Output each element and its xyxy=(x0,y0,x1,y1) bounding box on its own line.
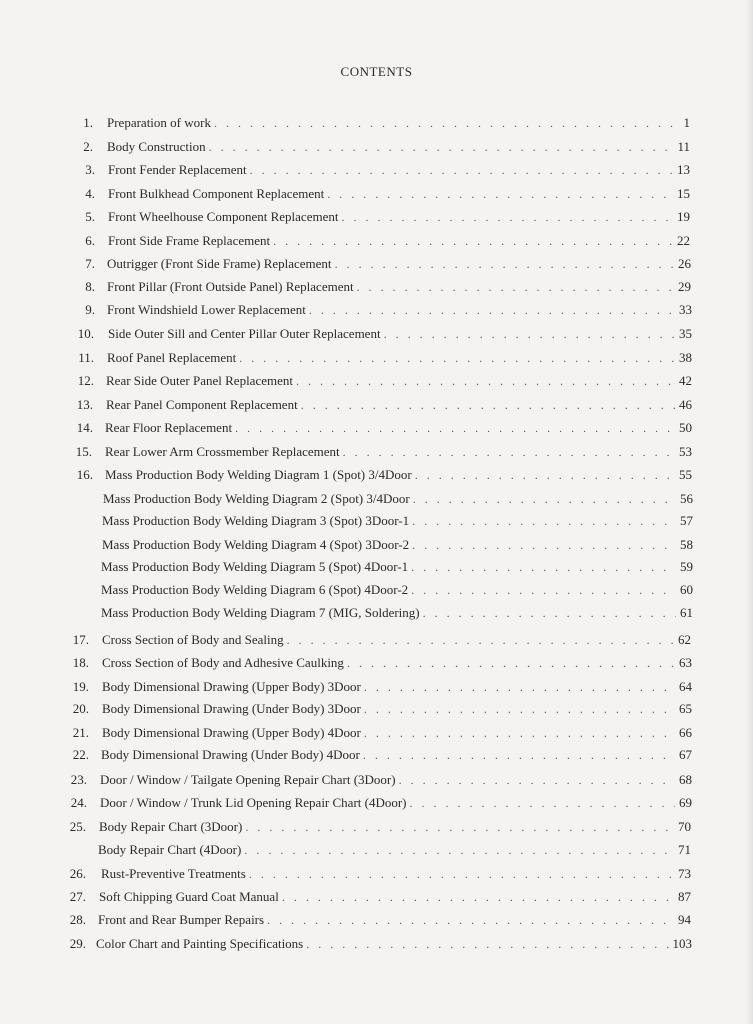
toc-entry xyxy=(0,581,753,599)
dot-leader xyxy=(364,724,675,742)
toc-entry xyxy=(0,185,753,203)
toc-entry-number: 12. xyxy=(77,373,94,388)
toc-entry-title: Mass Production Body Welding Diagram 3 (Spot) 3Door-1 xyxy=(102,513,410,528)
dot-leader xyxy=(364,700,675,718)
toc-entry-page: 65 xyxy=(679,701,692,716)
dot-leader xyxy=(273,232,673,250)
toc-entry-title: Mass Production Body Welding Diagram 6 (Spot) 4Door-2 xyxy=(101,582,409,597)
toc-entry-number: 1. xyxy=(83,115,93,130)
dot-leader xyxy=(399,771,675,789)
dot-leader xyxy=(282,888,674,906)
toc-entry-page: 62 xyxy=(678,632,691,647)
toc-entry xyxy=(0,678,753,696)
toc-entry-page: 64 xyxy=(679,679,692,694)
toc-entry-page: 70 xyxy=(678,819,691,834)
toc-entry-title: Front Wheelhouse Component Replacement xyxy=(108,209,339,224)
toc-entry-page: 46 xyxy=(679,397,692,412)
toc-entry xyxy=(0,911,753,929)
dot-leader xyxy=(235,419,675,437)
toc-entry-title: Soft Chipping Guard Coat Manual xyxy=(99,889,279,904)
toc-entry-page: 22 xyxy=(677,233,690,248)
dot-leader xyxy=(410,794,675,812)
toc-entry-page: 57 xyxy=(680,513,693,528)
toc-entry-page: 35 xyxy=(679,326,692,341)
toc-entry-title: Body Dimensional Drawing (Under Body) 3Door xyxy=(102,701,361,716)
toc-entry xyxy=(0,325,753,343)
toc-entry-title: Roof Panel Replacement xyxy=(107,350,237,365)
toc-entry-title: Front Windshield Lower Replacement xyxy=(107,302,306,317)
toc-entry-title: Rear Floor Replacement xyxy=(105,420,233,435)
toc-entry-page: 50 xyxy=(679,420,692,435)
toc-entry xyxy=(0,396,753,414)
dot-leader xyxy=(411,558,676,576)
toc-entry-title: Front Side Frame Replacement xyxy=(108,233,271,248)
dot-leader xyxy=(244,841,674,859)
toc-entry xyxy=(0,419,753,437)
toc-entry-number: 13. xyxy=(76,397,93,412)
toc-entry-number: 20. xyxy=(72,701,89,716)
toc-entry-number: 25. xyxy=(69,819,86,834)
toc-entry-page: 58 xyxy=(680,537,693,552)
toc-entry xyxy=(0,724,753,742)
toc-entry-number: 29. xyxy=(69,936,86,951)
toc-entry-page: 55 xyxy=(679,467,692,482)
toc-entry-page: 103 xyxy=(672,936,692,951)
dot-leader xyxy=(249,865,674,883)
dot-leader xyxy=(301,396,675,414)
toc-entry-number: 15. xyxy=(75,444,92,459)
toc-entry-number: 5. xyxy=(85,209,95,224)
toc-entry-number: 2. xyxy=(83,139,93,154)
toc-entry xyxy=(0,558,753,576)
toc-entry-number: 23. xyxy=(70,772,87,787)
toc-entry-title: Outrigger (Front Side Frame) Replacement xyxy=(107,256,332,271)
toc-entry-page: 1 xyxy=(683,115,690,130)
dot-leader xyxy=(357,278,674,296)
toc-entry-title: Body Dimensional Drawing (Upper Body) 4Door xyxy=(102,725,361,740)
dot-leader xyxy=(364,678,675,696)
toc-entry xyxy=(0,604,753,622)
toc-entry-page: 67 xyxy=(679,747,692,762)
toc-entry xyxy=(0,138,753,156)
toc-entry xyxy=(0,278,753,296)
toc-entry-number: 8. xyxy=(85,279,95,294)
toc-entry-number: 26. xyxy=(69,866,86,881)
toc-entry-number: 11. xyxy=(78,350,94,365)
toc-entry-title: Body Construction xyxy=(107,139,206,154)
toc-entry xyxy=(0,466,753,484)
toc-entry xyxy=(0,512,753,530)
dot-leader xyxy=(296,372,675,390)
toc-entry-number: 21. xyxy=(72,725,89,740)
toc-entry-page: 69 xyxy=(679,795,692,810)
toc-entry-title: Rear Lower Arm Crossmember Replacement xyxy=(105,444,340,459)
toc-entry-number: 7. xyxy=(85,256,95,271)
toc-entry-title: Mass Production Body Welding Diagram 4 (Spot) 3Door-2 xyxy=(102,537,410,552)
toc-entry xyxy=(0,490,753,508)
toc-entry-page: 26 xyxy=(678,256,691,271)
toc-entry-title: Mass Production Body Welding Diagram 7 (MIG, Soldering) xyxy=(101,605,420,620)
dot-leader xyxy=(327,185,673,203)
dot-leader xyxy=(306,935,669,953)
toc-entry-title: Rust-Preventive Treatments xyxy=(101,866,246,881)
toc-entry-number: 16. xyxy=(76,467,93,482)
toc-entry-number: 22. xyxy=(72,747,89,762)
toc-entry-number: 10. xyxy=(77,326,94,341)
toc-entry-title: Front Fender Replacement xyxy=(108,162,247,177)
toc-entry-page: 60 xyxy=(680,582,693,597)
toc-entry xyxy=(0,746,753,764)
toc-entry-title: Front Bulkhead Component Replacement xyxy=(108,186,325,201)
toc-entry-page: 38 xyxy=(679,350,692,365)
dot-leader xyxy=(343,443,675,461)
toc-entry-page: 59 xyxy=(680,559,693,574)
toc-entry xyxy=(0,935,753,953)
dot-leader xyxy=(411,581,676,599)
toc-entry xyxy=(0,654,753,672)
toc-entry xyxy=(0,114,753,132)
page-title: CONTENTS xyxy=(340,64,413,79)
toc-entry xyxy=(0,301,753,319)
toc-entry-title: Front and Rear Bumper Repairs xyxy=(98,912,265,927)
toc-entry xyxy=(0,443,753,461)
dot-leader xyxy=(347,654,675,672)
toc-entry-page: 73 xyxy=(678,866,691,881)
toc-entry-page: 29 xyxy=(678,279,691,294)
dot-leader xyxy=(412,536,676,554)
toc-entry-page: 11 xyxy=(677,139,690,154)
toc-entry-page: 61 xyxy=(680,605,693,620)
toc-entry-title: Mass Production Body Welding Diagram 1 (Spot) 3/4Door xyxy=(105,467,412,482)
toc-entry-number: 17. xyxy=(72,632,89,647)
dot-leader xyxy=(214,114,673,132)
toc-entry-number: 4. xyxy=(85,186,95,201)
toc-entry-page: 63 xyxy=(679,655,692,670)
toc-entry-page: 33 xyxy=(679,302,692,317)
toc-entry-page: 68 xyxy=(679,772,692,787)
dot-leader xyxy=(335,255,674,273)
toc-entry-title: Mass Production Body Welding Diagram 2 (Spot) 3/4Door xyxy=(103,491,410,506)
toc-entry-number: 14. xyxy=(76,420,93,435)
toc-entry-title: Body Repair Chart (3Door) xyxy=(99,819,243,834)
toc-entry-page: 13 xyxy=(677,162,690,177)
dot-leader xyxy=(363,746,675,764)
toc-entry xyxy=(0,161,753,179)
toc-entry xyxy=(0,700,753,718)
toc-entry xyxy=(0,818,753,836)
dot-leader xyxy=(267,911,674,929)
toc-entry-number: 27. xyxy=(69,889,86,904)
toc-entry xyxy=(0,255,753,273)
toc-entry-number: 3. xyxy=(85,162,95,177)
toc-entry-number: 9. xyxy=(85,302,95,317)
toc-entry-page: 19 xyxy=(677,209,690,224)
toc-entry-page: 66 xyxy=(679,725,692,740)
toc-entry-title: Cross Section of Body and Adhesive Caulking xyxy=(102,655,344,670)
toc-entry-number: 19. xyxy=(72,679,89,694)
toc-entry-number: 24. xyxy=(70,795,87,810)
toc-entry-page: 94 xyxy=(678,912,691,927)
toc-entry xyxy=(0,232,753,250)
toc-entry-page: 42 xyxy=(679,373,692,388)
toc-entry-page: 71 xyxy=(678,842,691,857)
toc-entry-page: 53 xyxy=(679,444,692,459)
toc-entry-title: Cross Section of Body and Sealing xyxy=(102,632,284,647)
toc-entry xyxy=(0,865,753,883)
toc-entry-title: Body Dimensional Drawing (Under Body) 4Door xyxy=(101,747,360,762)
toc-entry-title: Body Repair Chart (4Door) xyxy=(98,842,242,857)
toc-entry-title: Rear Panel Component Replacement xyxy=(106,397,298,412)
dot-leader xyxy=(423,604,676,622)
toc-entry-title: Door / Window / Trunk Lid Opening Repair Chart (4Door) xyxy=(100,795,407,810)
toc-entry-title: Front Pillar (Front Outside Panel) Replacement xyxy=(107,279,354,294)
toc-entry xyxy=(0,536,753,554)
dot-leader xyxy=(309,301,675,319)
toc-entry-page: 15 xyxy=(677,186,690,201)
toc-entry xyxy=(0,349,753,367)
dot-leader xyxy=(250,161,673,179)
dot-leader xyxy=(384,325,675,343)
dot-leader xyxy=(239,349,675,367)
toc-entry xyxy=(0,794,753,812)
toc-entry-page: 87 xyxy=(678,889,691,904)
toc-entry xyxy=(0,841,753,859)
dot-leader xyxy=(413,490,676,508)
toc-entry-page: 56 xyxy=(680,491,693,506)
toc-entry xyxy=(0,888,753,906)
toc-entry-number: 6. xyxy=(85,233,95,248)
toc-entry-title: Preparation of work xyxy=(107,115,211,130)
toc-entry-title: Side Outer Sill and Center Pillar Outer Replacement xyxy=(108,326,381,341)
dot-leader xyxy=(209,138,673,156)
toc-entry-title: Mass Production Body Welding Diagram 5 (Spot) 4Door-1 xyxy=(101,559,409,574)
dot-leader xyxy=(412,512,676,530)
toc-entry-title: Color Chart and Painting Specifications xyxy=(96,936,304,951)
dot-leader xyxy=(287,631,674,649)
toc-entry-title: Rear Side Outer Panel Replacement xyxy=(106,373,293,388)
toc-entry-title: Body Dimensional Drawing (Upper Body) 3Door xyxy=(102,679,361,694)
toc-entry-number: 28. xyxy=(69,912,86,927)
dot-leader xyxy=(415,466,675,484)
toc-entry xyxy=(0,208,753,226)
toc-entry xyxy=(0,771,753,789)
toc-entry-number: 18. xyxy=(72,655,89,670)
toc-entry xyxy=(0,631,753,649)
dot-leader xyxy=(341,208,673,226)
toc-entry-title: Door / Window / Tailgate Opening Repair Chart (3Door) xyxy=(100,772,396,787)
toc-entry xyxy=(0,372,753,390)
dot-leader xyxy=(245,818,674,836)
